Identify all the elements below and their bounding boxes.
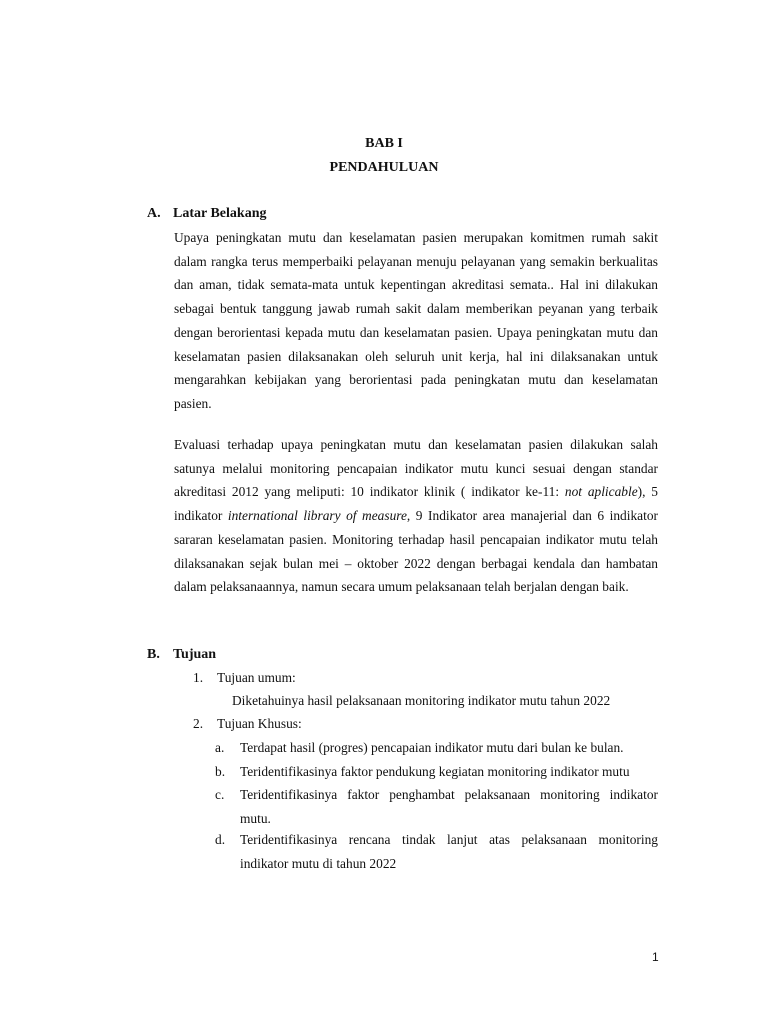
section-a-paragraph-1: Upaya peningkatan mutu dan keselamatan pasien merupakan komitmen rumah sakit dalam rangka terus memperbaiki pelayanan menuju pelayanan yang semakin berkualitas dan aman, tidak semata-mata untuk kepentingan akreditasi semata.. Hal ini dilakukan sebagai bentuk tanggung jawab rumah sakit dalam memberikan peyanan yang terbaik dengan berorientasi kepada mutu dan keselamatan pasien. Upaya peningkatan mutu dan keselamatan pasien dilaksanakan oleh seluruh unit kerja, hal ini dilaksanakan untuk mengarahkan kebijakan yang berorientasi pada peningkatan mutu dan keselamatan pasien. xyxy=(174,230,658,411)
sub-item-letter: d. xyxy=(215,832,226,847)
chapter-number: BAB I xyxy=(365,136,403,151)
section-b-heading xyxy=(147,647,216,663)
page-number: 1 xyxy=(652,950,659,964)
section-a-paragraph-2 xyxy=(174,433,658,599)
paragraph-2-text-3: , 9 Indikator area manajerial dan 6 indikator sararan keselamatan pasien. Monitoring terhadap hasil pencapaian indikator mutu telah dilaksanakan sejak bulan mei – oktober 2022 dengan berbagai kendala dan hambatan dalam pelaksanaannya, namun secara umum pelaksanaan telah berjalan dengan baik. xyxy=(174,508,658,595)
list-item-text: Diketahuinya hasil pelaksanaan monitoring indikator mutu tahun 2022 xyxy=(232,693,611,708)
section-a-heading xyxy=(147,206,266,222)
section-b-title: Tujuan xyxy=(173,647,217,662)
list-item-number: 1. xyxy=(193,670,204,685)
sub-item-text: Terdapat hasil (progres) pencapaian indikator mutu dari bulan ke bulan. xyxy=(240,740,624,755)
list-item-label: Tujuan Khusus: xyxy=(217,716,302,731)
section-a-title: Latar Belakang xyxy=(173,206,267,221)
paragraph-2-italic-2: international library of measure xyxy=(227,508,407,524)
sub-item-letter: a. xyxy=(215,740,225,755)
chapter-title: PENDAHULUAN xyxy=(329,160,439,175)
sub-item-letter: b. xyxy=(215,764,226,779)
sub-item-letter: c. xyxy=(215,787,225,802)
paragraph-2-text-2: ), 5 indikator xyxy=(174,484,658,524)
paragraph-2-text-1: Evaluasi terhadap upaya peningkatan mutu dan keselamatan pasien dilakukan salah satunya melalui monitoring pencapaian indikator mutu kunci sesuai dengan standar akreditasi 2012 yang meliputi: 10 indikator klinik ( indikator ke-11: xyxy=(174,437,658,500)
paragraph-2-italic-1: not aplicable xyxy=(564,484,638,500)
list-item-number: 2. xyxy=(193,716,204,731)
sub-item-text: Teridentifikasinya rencana tindak lanjut atas pelaksanaan monitoring indikator mutu di tahun 2022 xyxy=(240,832,658,871)
sub-item-text: Teridentifikasinya faktor pendukung kegiatan monitoring indikator mutu xyxy=(240,764,630,779)
list-item-label: Tujuan umum: xyxy=(217,670,296,685)
section-b-letter: B. xyxy=(147,647,160,662)
section-a-letter: A. xyxy=(147,206,161,221)
sub-item-text: Teridentifikasinya faktor penghambat pelaksanaan monitoring indikator mutu. xyxy=(240,787,658,826)
